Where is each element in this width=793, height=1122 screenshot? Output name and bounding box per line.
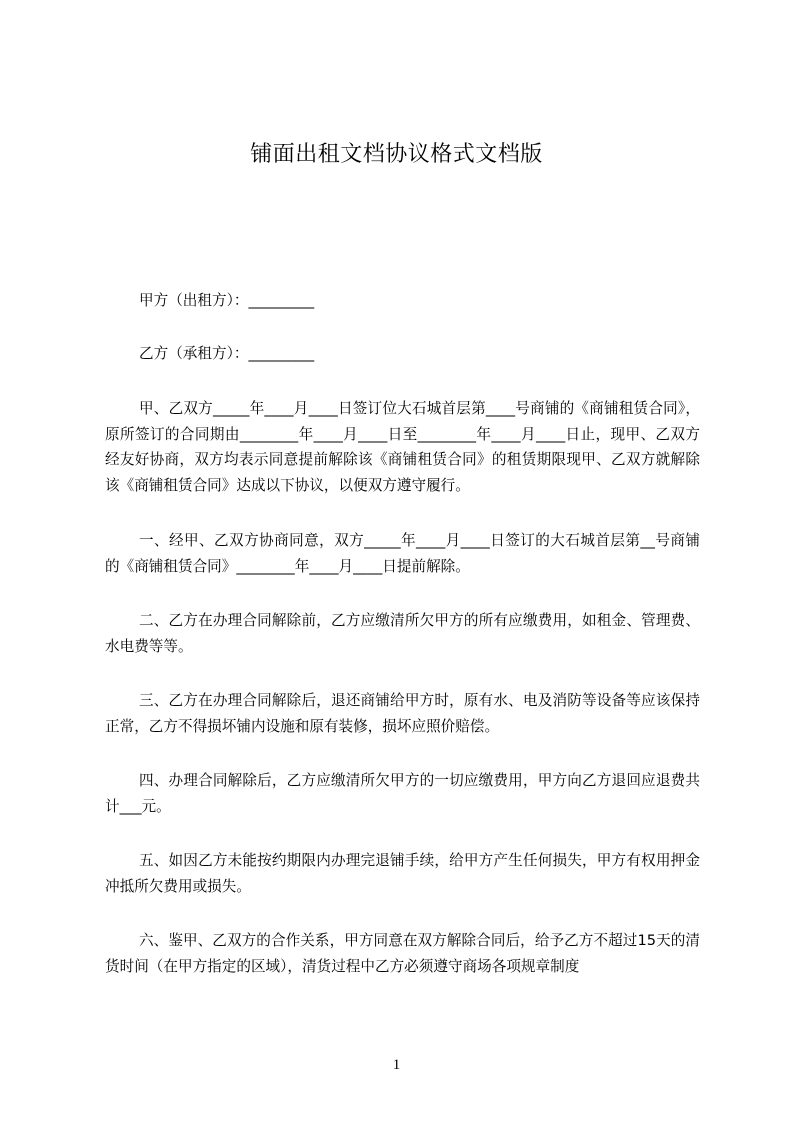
page-number: 1 xyxy=(392,1057,401,1073)
clause-5: 五、如因乙方未能按约期限内办理完退铺手续，给甲方产生任何损失，甲方有权用押金冲抵所欠费用或损失。 xyxy=(105,852,700,895)
clause-2: 二、乙方在办理合同解除前，乙方应缴清所欠甲方的所有应缴费用，如租金、管理费、水电费等等。 xyxy=(105,612,700,655)
party-a-line: 甲方（出租方）：_________ xyxy=(139,292,315,309)
clause-6: 六、鉴甲、乙双方的合作关系，甲方同意在双方解除合同后，给予乙方不超过15天的清货时间（在甲方指定的区域），清货过程中乙方必须遵守商场各项规章制度 xyxy=(105,932,700,975)
clause-1: 一、经甲、乙双方协商同意，双方_____年____月____日签订的大石城首层第__号商铺的《商铺租赁合同》________年____月____日提前解除。 xyxy=(105,532,700,575)
clause-3: 三、乙方在办理合同解除后，退还商铺给甲方时，原有水、电及消防等设备等应该保持正常，乙方不得损坏铺内设施和原有装修，损坏应照价赔偿。 xyxy=(105,692,700,735)
party-b-line: 乙方（承租方）：_________ xyxy=(139,345,315,362)
document-title: 铺面出租文档协议格式文档版 xyxy=(250,142,543,167)
preamble-paragraph: 甲、乙双方_____年____月____日签订位大石城首层第____号商铺的《商铺租赁合同》，原所签订的合同期由________年____月____日至________年____月____日止，现甲、乙双方经友好协商，双方均表示同意提前解除该《商铺租赁合同》的租赁期限现甲、乙双方就解除该《商铺租赁合同》达成以下协议，以便双方遵守履行。 xyxy=(105,400,700,494)
clause-4: 四、办理合同解除后，乙方应缴清所欠甲方的一切应缴费用，甲方向乙方退回应退费共计___元。 xyxy=(105,772,700,815)
